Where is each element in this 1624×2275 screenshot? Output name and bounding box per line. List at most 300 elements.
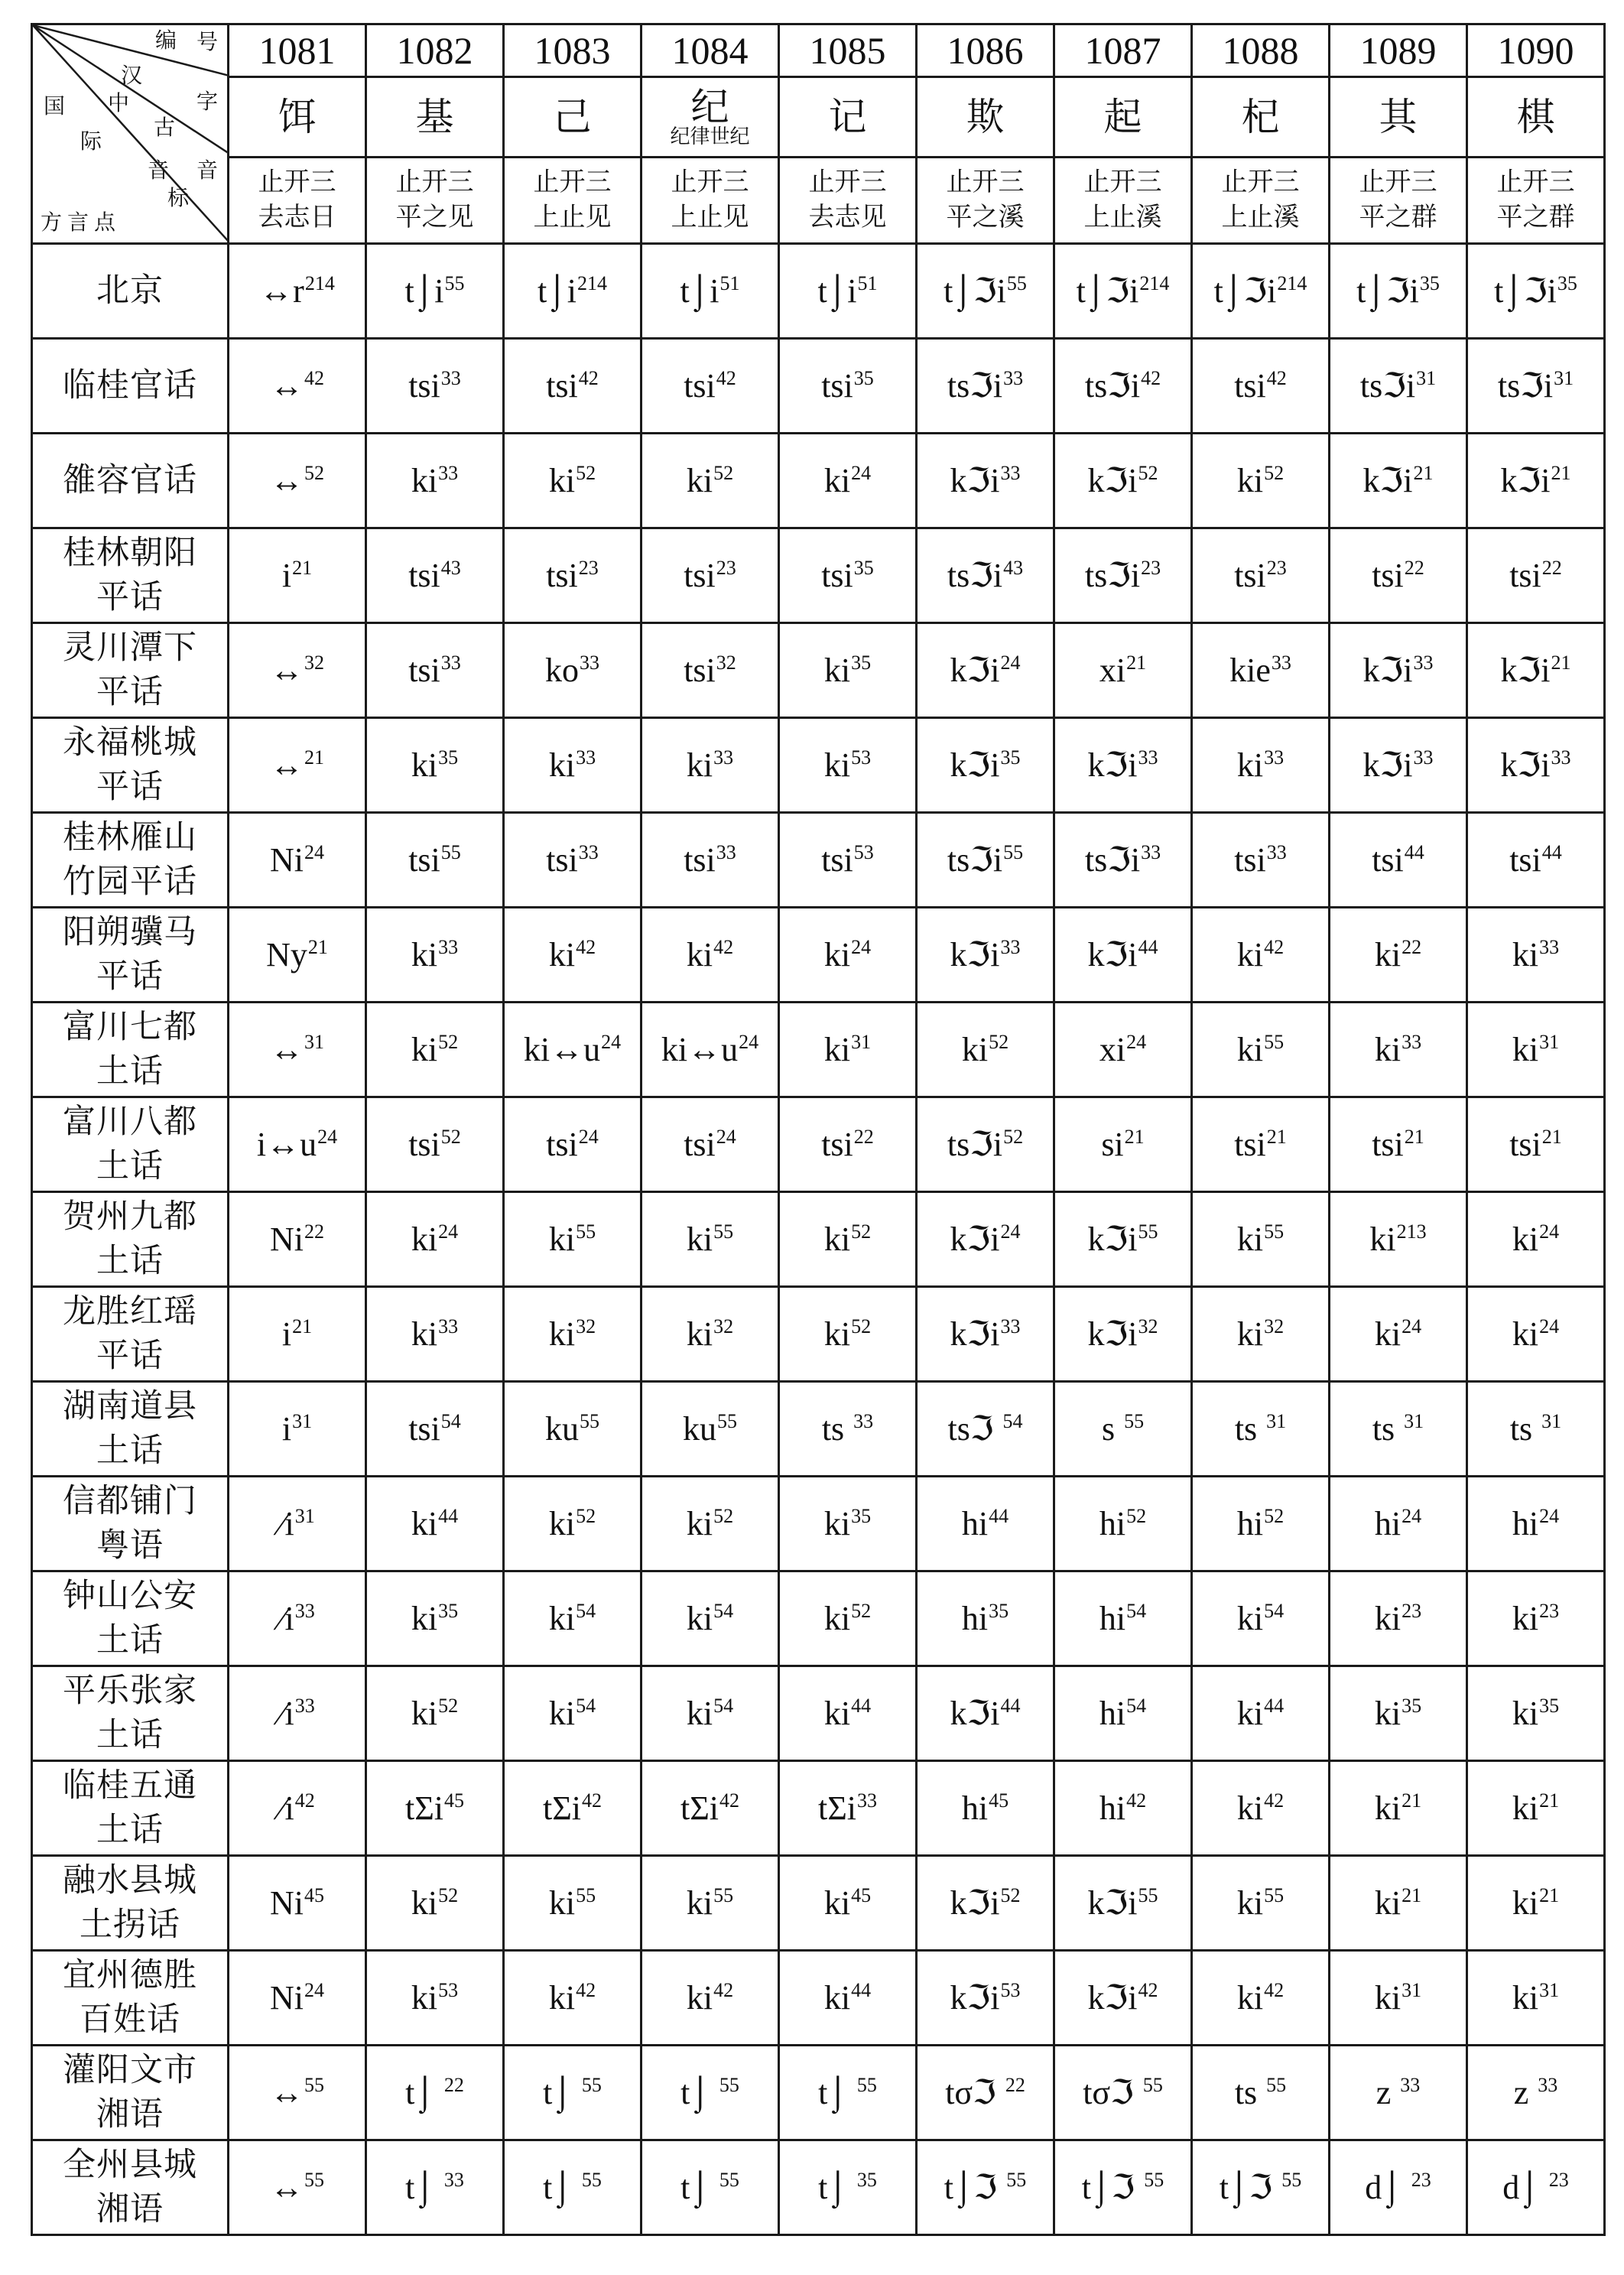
ipa-cell xyxy=(1192,1951,1330,2046)
ipa-cell xyxy=(1330,1856,1467,1951)
tone-number: 33 xyxy=(440,367,461,390)
ipa-form: ki xyxy=(548,1220,576,1258)
ipa-cell xyxy=(1467,1571,1605,1666)
table-row xyxy=(32,813,1605,908)
ipa-form: ki xyxy=(411,1031,438,1068)
ipa-cell xyxy=(504,1382,641,1477)
ipa-cell xyxy=(917,339,1054,434)
middle-chinese-line: 止开三 xyxy=(395,168,474,197)
ipa-cell xyxy=(641,908,779,1003)
table-row xyxy=(32,1097,1605,1192)
ipa-cell xyxy=(779,1761,917,1856)
ipa-form: tsℑi xyxy=(1084,841,1141,879)
ipa-cell xyxy=(641,813,779,908)
tone-number: 35 xyxy=(438,746,459,769)
ipa-form: tΣi xyxy=(404,1789,444,1827)
ipa-cell xyxy=(641,2140,779,2235)
tone-number: 35 xyxy=(1557,272,1577,295)
tone-number: 31 xyxy=(1402,1979,1422,2002)
tone-number: 55 xyxy=(713,1220,734,1243)
ipa-cell xyxy=(1330,1761,1467,1856)
tone-number: 55 xyxy=(304,2074,324,2097)
ipa-form: kℑi xyxy=(950,746,1000,784)
ipa-form: tsi xyxy=(546,557,578,594)
ipa-form: xi xyxy=(1099,1031,1126,1068)
ipa-cell xyxy=(366,1666,504,1761)
tone-number: 52 xyxy=(304,462,324,485)
ipa-form: tΣi xyxy=(680,1789,719,1827)
tone-number: 42 xyxy=(713,1979,734,2002)
ipa-cell xyxy=(1192,244,1330,339)
ipa-form: z xyxy=(1513,2074,1538,2111)
dialect-location-line: 湘语 xyxy=(96,2191,164,2228)
dialect-location xyxy=(32,1192,229,1287)
tone-number: 35 xyxy=(1419,272,1440,295)
ipa-cell xyxy=(1054,528,1192,623)
ipa-cell xyxy=(917,1477,1054,1571)
ipa-cell xyxy=(779,528,917,623)
ipa-cell xyxy=(779,339,917,434)
ipa-cell xyxy=(1467,1192,1605,1287)
ipa-form: ki xyxy=(411,1220,438,1258)
ipa-form: ki xyxy=(1512,1315,1539,1353)
ipa-form: ki xyxy=(823,1315,851,1353)
ipa-form: z xyxy=(1376,2074,1400,2111)
tone-number: 33 xyxy=(1266,841,1287,864)
ipa-cell xyxy=(779,2046,917,2140)
ipa-cell xyxy=(917,244,1054,339)
ipa-form: ki xyxy=(823,1505,851,1542)
ipa-form: tsi xyxy=(1509,1126,1541,1163)
ipa-form: ki xyxy=(686,1695,713,1732)
tone-number: 24 xyxy=(601,1031,622,1054)
tone-number: 22 xyxy=(304,1220,324,1243)
ipa-cell xyxy=(366,1192,504,1287)
ipa-cell xyxy=(1192,813,1330,908)
ipa-form: hi xyxy=(1099,1505,1126,1542)
tone-number: 21 xyxy=(1413,462,1434,485)
ipa-cell xyxy=(1330,2046,1467,2140)
tone-number: 52 xyxy=(851,1315,872,1338)
dialect-location-line: 土话 xyxy=(96,1717,164,1753)
ipa-form: ki xyxy=(1369,1220,1396,1258)
ipa-cell xyxy=(229,1761,366,1856)
tone-number: 35 xyxy=(853,557,874,580)
middle-chinese-line: 平之溪 xyxy=(946,203,1025,232)
ipa-form: ↔ xyxy=(270,652,304,689)
ipa-cell xyxy=(366,2140,504,2235)
tone-number: 214 xyxy=(1139,272,1170,295)
tone-number: 44 xyxy=(1264,1695,1285,1718)
ipa-form: tσℑ xyxy=(945,2074,1005,2111)
ipa-form: ki xyxy=(1512,1600,1539,1637)
ipa-form: tsℑi xyxy=(1084,367,1141,405)
tone-number: 54 xyxy=(1126,1695,1147,1718)
tone-number: 52 xyxy=(438,1031,459,1054)
ipa-cell xyxy=(641,1382,779,1477)
column-character xyxy=(779,77,917,158)
ipa-cell xyxy=(1192,1003,1330,1097)
ipa-form: kℑi xyxy=(950,462,1000,499)
ipa-form: ku xyxy=(545,1410,579,1448)
ipa-cell xyxy=(1192,1192,1330,1287)
tone-number: 42 xyxy=(576,1979,596,2002)
dialect-location xyxy=(32,1856,229,1951)
corner-diagonals xyxy=(33,25,229,242)
ipa-form: ki xyxy=(1374,936,1402,973)
dialect-location-line: 桂林雁山 xyxy=(63,819,197,856)
ipa-cell xyxy=(504,813,641,908)
ipa-form: ↔ xyxy=(270,746,304,784)
ipa-cell xyxy=(1467,1666,1605,1761)
ipa-cell xyxy=(917,2140,1054,2235)
ipa-form: tsi xyxy=(546,367,578,405)
ipa-cell xyxy=(1054,1192,1192,1287)
dialect-location xyxy=(32,339,229,434)
tone-number: 52 xyxy=(438,1884,459,1907)
tone-number: 55 xyxy=(1006,272,1027,295)
ipa-cell xyxy=(641,1477,779,1571)
ipa-form: tsi xyxy=(684,1126,716,1163)
tone-number: 33 xyxy=(1264,746,1285,769)
ipa-cell xyxy=(917,718,1054,813)
column-number: 1087 xyxy=(1054,24,1192,77)
ipa-cell xyxy=(917,1287,1054,1382)
ipa-cell xyxy=(366,1382,504,1477)
dialect-location-line: 土话 xyxy=(96,1432,164,1469)
ipa-cell xyxy=(917,908,1054,1003)
ipa-form: tsi xyxy=(546,841,578,879)
ipa-form: tsi xyxy=(408,841,440,879)
ipa-cell xyxy=(1330,1951,1467,2046)
tone-number: 33 xyxy=(1413,746,1434,769)
table-row xyxy=(32,1003,1605,1097)
tone-number: 35 xyxy=(1539,1695,1560,1718)
column-character xyxy=(1192,77,1330,158)
ipa-form: ki xyxy=(1512,1884,1539,1922)
ipa-cell xyxy=(504,1951,641,2046)
ipa-form: tsi xyxy=(1234,367,1266,405)
tone-number: 23 xyxy=(1548,2169,1569,2192)
ipa-cell xyxy=(504,1571,641,1666)
ipa-form: ts xyxy=(1234,1410,1266,1448)
ipa-cell xyxy=(917,1003,1054,1097)
tone-number: 35 xyxy=(851,1505,872,1528)
ipa-cell xyxy=(366,2046,504,2140)
dialect-location xyxy=(32,718,229,813)
ipa-form: ts xyxy=(1372,1410,1404,1448)
tone-number: 55 xyxy=(1144,2169,1164,2192)
tone-number: 55 xyxy=(717,1410,737,1433)
ipa-form: tsi xyxy=(408,367,440,405)
tone-number: 33 xyxy=(576,746,596,769)
column-character xyxy=(1467,77,1605,158)
ipa-cell xyxy=(504,339,641,434)
ipa-form: s xyxy=(1101,1410,1124,1448)
ipa-form: ki xyxy=(411,1979,438,2017)
ipa-form: t⌡i xyxy=(817,272,857,310)
ipa-cell xyxy=(779,1666,917,1761)
ipa-form: Ni xyxy=(270,1979,304,2017)
dialect-location-line: 宜州德胜 xyxy=(63,1957,197,1994)
ipa-cell xyxy=(366,434,504,528)
tone-number: 214 xyxy=(304,272,335,295)
ipa-form: tΣi xyxy=(542,1789,582,1827)
ipa-cell xyxy=(779,2140,917,2235)
ipa-cell xyxy=(779,1003,917,1097)
tone-number: 52 xyxy=(989,1031,1009,1054)
ipa-cell xyxy=(641,718,779,813)
dialect-location xyxy=(32,1382,229,1477)
ipa-cell xyxy=(641,339,779,434)
ipa-cell xyxy=(1054,1571,1192,1666)
ipa-cell xyxy=(229,339,366,434)
table-row xyxy=(32,623,1605,718)
ipa-cell xyxy=(504,1097,641,1192)
ipa-form: ki↔u xyxy=(523,1031,601,1068)
ipa-form: t⌡ℑ xyxy=(1081,2169,1144,2206)
ipa-cell xyxy=(1192,528,1330,623)
ipa-cell xyxy=(641,434,779,528)
ipa-form: ↔ xyxy=(270,367,304,405)
ipa-form: kie xyxy=(1229,652,1271,689)
tone-number: 51 xyxy=(857,272,878,295)
dialect-location-line: 灌阳文市 xyxy=(63,2052,197,2088)
ipa-cell xyxy=(1467,1856,1605,1951)
tone-number: 33 xyxy=(1538,2074,1558,2097)
dialect-location-line: 竹园平话 xyxy=(63,863,197,900)
ipa-cell xyxy=(917,528,1054,623)
middle-chinese-line: 止开三 xyxy=(1083,168,1162,197)
tone-number: 21 xyxy=(1539,1789,1560,1812)
tone-number: 51 xyxy=(719,272,740,295)
ipa-cell xyxy=(1467,1761,1605,1856)
tone-number: 33 xyxy=(294,1600,315,1623)
table-row xyxy=(32,1477,1605,1571)
character-glyph: 其 xyxy=(1379,96,1418,138)
tone-number: 23 xyxy=(1141,557,1161,580)
ipa-form: t⌡ℑ xyxy=(944,2169,1006,2206)
tone-number: 54 xyxy=(576,1695,596,1718)
ipa-cell xyxy=(1192,2140,1330,2235)
ipa-form: i xyxy=(281,1410,292,1448)
ipa-cell xyxy=(1054,908,1192,1003)
tone-number: 42 xyxy=(1264,1979,1285,2002)
tone-number: 35 xyxy=(856,2169,877,2192)
tone-number: 53 xyxy=(438,1979,459,2002)
column-middle-chinese xyxy=(504,158,641,244)
tone-number: 53 xyxy=(851,746,872,769)
middle-chinese-line: 上止溪 xyxy=(1083,203,1162,232)
tone-number: 33 xyxy=(580,652,599,674)
ipa-cell xyxy=(1330,1571,1467,1666)
ipa-cell xyxy=(229,2046,366,2140)
tone-number: 33 xyxy=(716,841,736,864)
ipa-cell xyxy=(1192,1382,1330,1477)
ipa-cell xyxy=(641,1097,779,1192)
dialect-location xyxy=(32,908,229,1003)
tone-number: 22 xyxy=(1541,557,1562,580)
ipa-form: ↔ xyxy=(270,1031,304,1068)
tone-number: 52 xyxy=(576,1505,596,1528)
ipa-form: ki xyxy=(1236,462,1264,499)
tone-number: 45 xyxy=(304,1884,324,1907)
column-character xyxy=(366,77,504,158)
dialect-location-line: 平话 xyxy=(96,579,164,616)
ipa-form: hi xyxy=(961,1600,989,1637)
tone-number: 32 xyxy=(1264,1315,1285,1338)
column-number: 1083 xyxy=(504,24,641,77)
tone-number: 22 xyxy=(443,2074,464,2097)
column-number: 1088 xyxy=(1192,24,1330,77)
ipa-form: tsi xyxy=(1234,841,1266,879)
dialect-location-line: 富川七都 xyxy=(63,1009,197,1045)
tone-number: 33 xyxy=(713,746,734,769)
tone-number: 42 xyxy=(1126,1789,1147,1812)
ipa-form: ki xyxy=(1236,1789,1264,1827)
ipa-form: kℑi xyxy=(950,1220,1000,1258)
ipa-form: ki xyxy=(823,1600,851,1637)
ipa-cell xyxy=(917,813,1054,908)
ipa-form: kℑi xyxy=(1087,1220,1138,1258)
ipa-cell xyxy=(366,1856,504,1951)
ipa-form: ki xyxy=(686,1979,713,2017)
corner-label: 汉 xyxy=(121,64,143,88)
ipa-form: tsi xyxy=(684,841,716,879)
ipa-form: ⁄i xyxy=(279,1789,294,1827)
column-middle-chinese xyxy=(229,158,366,244)
dialect-location-line: 粤语 xyxy=(96,1527,164,1564)
tone-number: 42 xyxy=(578,367,599,390)
ipa-cell xyxy=(1330,339,1467,434)
ipa-form: ki xyxy=(1236,1031,1264,1068)
ipa-form: ↔ xyxy=(270,462,304,499)
dialect-location-line: 土拐话 xyxy=(80,1906,180,1943)
middle-chinese-line: 止开三 xyxy=(258,168,336,197)
ipa-form: ki xyxy=(1236,1220,1264,1258)
ipa-form: ki xyxy=(823,1884,851,1922)
ipa-form: si xyxy=(1101,1126,1124,1163)
corner-label: 标 xyxy=(167,187,190,210)
ipa-cell xyxy=(641,623,779,718)
ipa-cell xyxy=(229,813,366,908)
ipa-form: ki xyxy=(411,1315,438,1353)
table-row xyxy=(32,1192,1605,1287)
ipa-cell xyxy=(641,1856,779,1951)
dialect-location-line: 全州县城 xyxy=(63,2147,197,2183)
column-character xyxy=(641,77,779,158)
ipa-form: ki xyxy=(411,1884,438,1922)
ipa-form: ki xyxy=(1236,1695,1264,1732)
ipa-cell xyxy=(1054,2140,1192,2235)
tone-number: 35 xyxy=(438,1600,459,1623)
ipa-form: ki xyxy=(686,462,713,499)
tone-number: 33 xyxy=(1003,367,1024,390)
ipa-form: d⌡ xyxy=(1502,2169,1548,2206)
ipa-cell xyxy=(641,244,779,339)
tone-number: 33 xyxy=(1551,746,1571,769)
middle-chinese-line: 止开三 xyxy=(946,168,1025,197)
ipa-cell xyxy=(366,718,504,813)
ipa-form: t⌡ xyxy=(680,2169,719,2206)
ipa-form: hi xyxy=(1236,1505,1264,1542)
ipa-cell xyxy=(504,718,641,813)
ipa-cell xyxy=(366,1003,504,1097)
header-row-characters xyxy=(32,77,1605,158)
character-glyph: 纪 xyxy=(690,86,729,128)
tone-number: 33 xyxy=(578,841,599,864)
table-row xyxy=(32,718,1605,813)
tone-number: 24 xyxy=(851,936,872,959)
tone-number: 31 xyxy=(292,1410,313,1433)
ipa-form: tsi xyxy=(1509,841,1541,879)
ipa-cell xyxy=(1330,1477,1467,1571)
ipa-form: ts xyxy=(1509,1410,1541,1448)
ipa-form: ki xyxy=(1512,1695,1539,1732)
ipa-cell xyxy=(504,623,641,718)
ipa-cell xyxy=(366,1571,504,1666)
ipa-form: kℑi xyxy=(950,1884,1000,1922)
ipa-cell xyxy=(366,1761,504,1856)
tone-number: 54 xyxy=(1002,1410,1023,1433)
dialect-location-line: 湘语 xyxy=(96,2096,164,2133)
table-row xyxy=(32,2046,1605,2140)
dialect-location-line: 临桂五通 xyxy=(63,1767,197,1804)
tone-number: 43 xyxy=(440,557,461,580)
tone-number: 22 xyxy=(1005,2074,1025,2097)
ipa-form: kℑi xyxy=(950,652,1000,689)
table-row xyxy=(32,434,1605,528)
ipa-form: ki xyxy=(1236,1979,1264,2017)
ipa-form: ki xyxy=(823,1220,851,1258)
ipa-form: t⌡ xyxy=(818,2169,856,2206)
ipa-form: ki xyxy=(1374,1031,1402,1068)
ipa-form: Ni xyxy=(270,1220,304,1258)
ipa-cell xyxy=(1467,244,1605,339)
ipa-cell xyxy=(1467,1951,1605,2046)
ipa-form: tsℑ xyxy=(947,1410,1002,1448)
tone-number: 42 xyxy=(576,936,596,959)
ipa-form: Ni xyxy=(270,1884,304,1922)
ipa-cell xyxy=(229,244,366,339)
ipa-form: ki xyxy=(1236,746,1264,784)
tone-number: 21 xyxy=(292,557,313,580)
ipa-form: ki xyxy=(411,936,438,973)
tone-number: 52 xyxy=(1003,1126,1024,1149)
ipa-form: tsℑi xyxy=(947,367,1003,405)
tone-number: 55 xyxy=(440,841,461,864)
ipa-form: ki xyxy=(823,652,851,689)
column-character xyxy=(917,77,1054,158)
ipa-form: kℑi xyxy=(1363,462,1413,499)
column-number: 1086 xyxy=(917,24,1054,77)
ipa-form: t⌡ℑi xyxy=(944,272,1006,310)
tone-number: 24 xyxy=(739,1031,759,1054)
tone-number: 42 xyxy=(1266,367,1287,390)
ipa-form: tsi xyxy=(821,557,853,594)
tone-number: 31 xyxy=(1266,1410,1287,1433)
tone-number: 55 xyxy=(1281,2169,1302,2192)
ipa-form: t⌡ xyxy=(405,2074,443,2111)
ipa-cell xyxy=(641,1192,779,1287)
tone-number: 33 xyxy=(1141,841,1161,864)
column-middle-chinese xyxy=(366,158,504,244)
tone-number: 23 xyxy=(578,557,599,580)
tone-number: 42 xyxy=(294,1789,315,1812)
character-gloss: 纪律世纪 xyxy=(670,125,750,148)
tone-number: 55 xyxy=(719,2169,739,2192)
tone-number: 33 xyxy=(1000,936,1021,959)
